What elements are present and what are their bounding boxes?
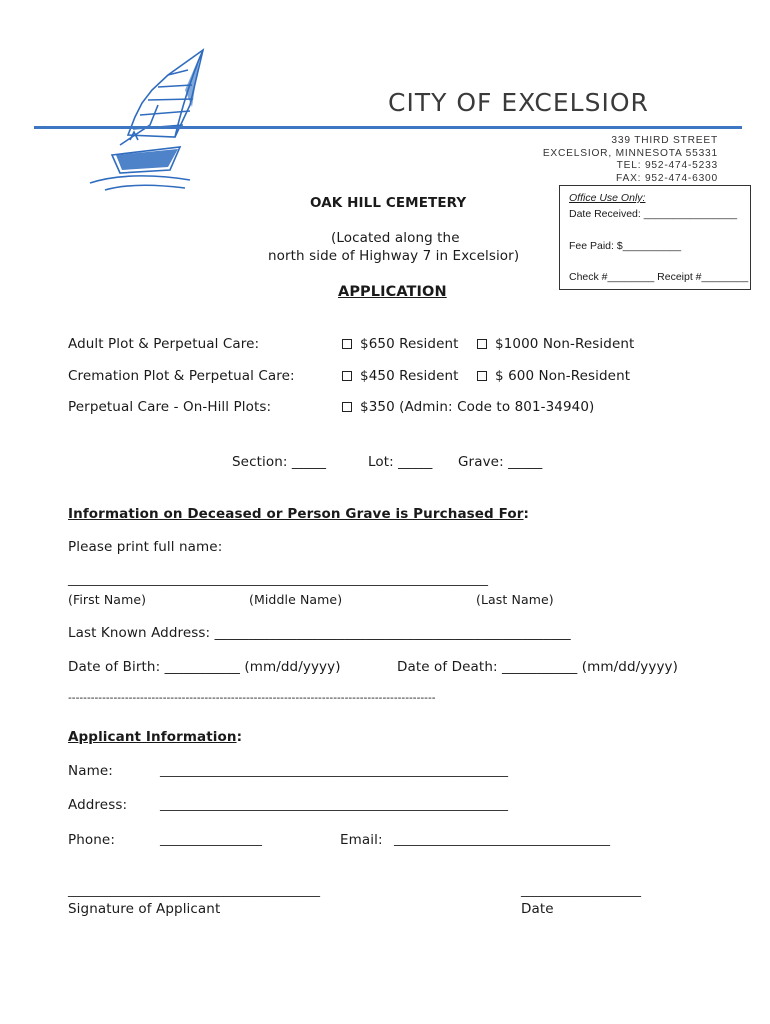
applicant-address-label: Address:	[68, 797, 128, 813]
section-field[interactable]: Section: _____	[232, 454, 327, 470]
applicant-address-line[interactable]: __________________________________________________________	[160, 797, 508, 811]
checkbox[interactable]	[342, 402, 352, 412]
section-divider: -------------------------------------------------------------------------------------------------	[68, 692, 436, 704]
date-of-birth-field[interactable]: Date of Birth: ___________ (mm/dd/yyyy)	[68, 659, 341, 675]
fee-option-adult-nonresident[interactable]: $1000 Non-Resident	[477, 336, 634, 352]
office-use-box	[559, 185, 751, 290]
application-title: APPLICATION	[338, 284, 447, 300]
fee-paid-field[interactable]: Fee Paid: $__________	[569, 240, 682, 252]
lot-field[interactable]: Lot: _____	[368, 454, 433, 470]
city-name: CITY OF EXCELSIOR	[388, 88, 649, 117]
fee-option-perpetual[interactable]: $350 (Admin: Code to 801-34940)	[342, 399, 594, 415]
address-line: 339 THIRD STREET	[611, 135, 718, 146]
checkbox[interactable]	[477, 339, 487, 349]
checkbox[interactable]	[477, 371, 487, 381]
first-name-label: (First Name)	[68, 592, 147, 607]
print-name-label: Please print full name:	[68, 539, 223, 555]
date-line[interactable]: ____________________	[521, 883, 641, 897]
cemetery-title: OAK HILL CEMETERY	[310, 195, 467, 211]
applicant-email-line[interactable]: ____________________________________	[394, 832, 610, 846]
date-of-death-field[interactable]: Date of Death: ___________ (mm/dd/yyyy)	[397, 659, 678, 675]
checkbox[interactable]	[342, 371, 352, 381]
checkbox[interactable]	[342, 339, 352, 349]
last-known-address-field[interactable]: Last Known Address: ____________________________________________________	[68, 625, 571, 641]
header-rule	[34, 126, 742, 129]
address-line: FAX: 952-474-6300	[616, 172, 718, 184]
middle-name-label: (Middle Name)	[249, 592, 343, 607]
city-address	[543, 135, 718, 185]
last-name-label: (Last Name)	[476, 592, 554, 607]
date-received-field[interactable]: Date Received: ________________	[569, 208, 738, 220]
location-line-1: (Located along the	[331, 230, 460, 246]
check-receipt-field[interactable]: Check #________ Receipt #________	[569, 271, 749, 283]
office-use-title: Office Use Only:	[569, 192, 646, 204]
fee-option-cremation-nonresident[interactable]: $ 600 Non-Resident	[477, 368, 630, 384]
applicant-name-line[interactable]: __________________________________________________________	[160, 763, 508, 777]
signature-line[interactable]: __________________________________________	[68, 883, 320, 897]
sailboat-logo-icon	[60, 45, 220, 195]
grave-field[interactable]: Grave: _____	[458, 454, 543, 470]
signature-label: Signature of Applicant	[68, 901, 221, 917]
applicant-phone-line[interactable]: _________________	[160, 832, 262, 846]
fee-label-perpetual: Perpetual Care - On-Hill Plots:	[68, 399, 272, 415]
address-line: EXCELSIOR, MINNESOTA 55331	[542, 147, 718, 159]
applicant-heading: Applicant Information:	[68, 729, 243, 745]
full-name-line[interactable]: ______________________________________________________________________	[68, 572, 488, 586]
date-label: Date	[521, 901, 554, 917]
fee-label-adult: Adult Plot & Perpetual Care:	[68, 336, 260, 352]
fee-label-cremation: Cremation Plot & Perpetual Care:	[68, 368, 295, 384]
applicant-email-label: Email:	[340, 832, 383, 848]
deceased-heading: Information on Deceased or Person Grave is Purchased For:	[68, 506, 530, 522]
location-line-2: north side of Highway 7 in Excelsior)	[268, 248, 520, 264]
fee-option-cremation-resident[interactable]: $450 Resident	[342, 368, 459, 384]
fee-option-adult-resident[interactable]: $650 Resident	[342, 336, 459, 352]
applicant-name-label: Name:	[68, 763, 113, 779]
applicant-phone-label: Phone:	[68, 832, 115, 848]
address-line: TEL: 952-474-5233	[616, 160, 718, 171]
